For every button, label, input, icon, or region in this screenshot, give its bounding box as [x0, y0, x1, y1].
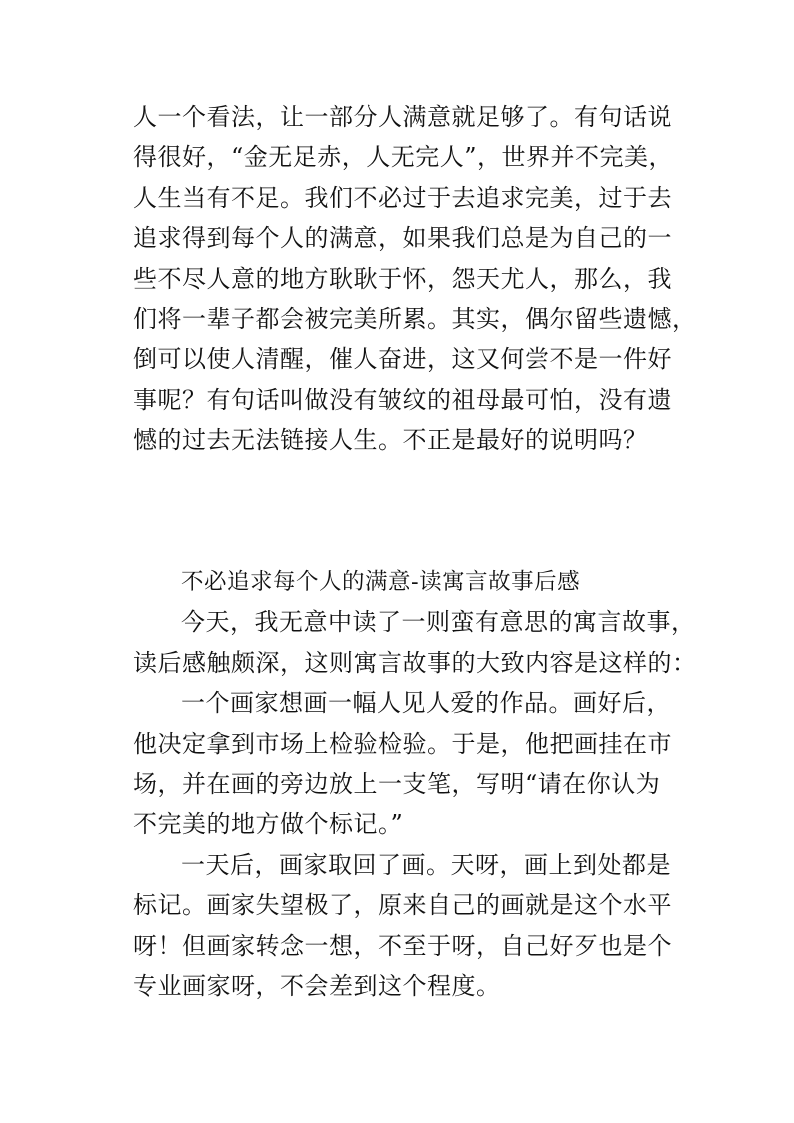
paragraph-2-line: 他决定拿到市场上检验检验。于是，他把画挂在市: [133, 729, 672, 758]
text-line: 追求得到每个人的满意，如果我们总是为自己的一: [133, 224, 672, 253]
paragraph-2-line: 不完美的地方做个标记。”: [133, 810, 404, 839]
text-line: 些不尽人意的地方耿耿于怀，怨天尤人，那么，我: [133, 264, 672, 293]
text-line: 人一个看法，让一部分人满意就足够了。有句话说: [133, 103, 672, 131]
continuation-paragraph: [133, 97, 697, 461]
essay-section: [133, 562, 697, 1006]
essay-title: 不必追求每个人的满意-读寓言故事后感: [181, 569, 581, 595]
paragraph-3-line: 专业画家呀，不会差到这个程度。: [133, 971, 501, 1000]
text-line: 们将一辈子都会被完美所累。其实，偶尔留些遗憾，: [133, 304, 697, 333]
text-line: 得很好，“金无足赤，人无完人”，世界并不完美，: [133, 143, 674, 172]
paragraph-2-line: 一个画家想画一幅人见人爱的作品。画好后，: [181, 689, 671, 718]
text-line: 事呢？有句话叫做没有皱纹的祖母最可怕，没有遗: [133, 385, 672, 414]
paragraph-3-line: 呀！但画家转念一想，不至于呀，自己好歹也是个: [133, 931, 672, 960]
text-line: 人生当有不足。我们不必过于去追求完美，过于去: [133, 183, 672, 212]
paragraph-3-line: 一天后，画家取回了画。天呀，画上到处都是: [181, 850, 671, 879]
paragraph-3-line: 标记。画家失望极了，原来自己的画就是这个水平: [133, 891, 672, 920]
paragraph-2-line: 场，并在画的旁边放上一支笔，写明“请在你认为: [133, 769, 661, 798]
paragraph-1-line: 读后感触颇深，这则寓言故事的大致内容是这样的：: [133, 648, 697, 677]
text-line: 倒可以使人清醒，催人奋进，这又何尝不是一件好: [133, 345, 672, 374]
paragraph-1-line: 今天，我无意中读了一则蛮有意思的寓言故事，: [181, 608, 696, 637]
text-line: 憾的过去无法链接人生。不正是最好的说明吗？: [133, 426, 648, 455]
